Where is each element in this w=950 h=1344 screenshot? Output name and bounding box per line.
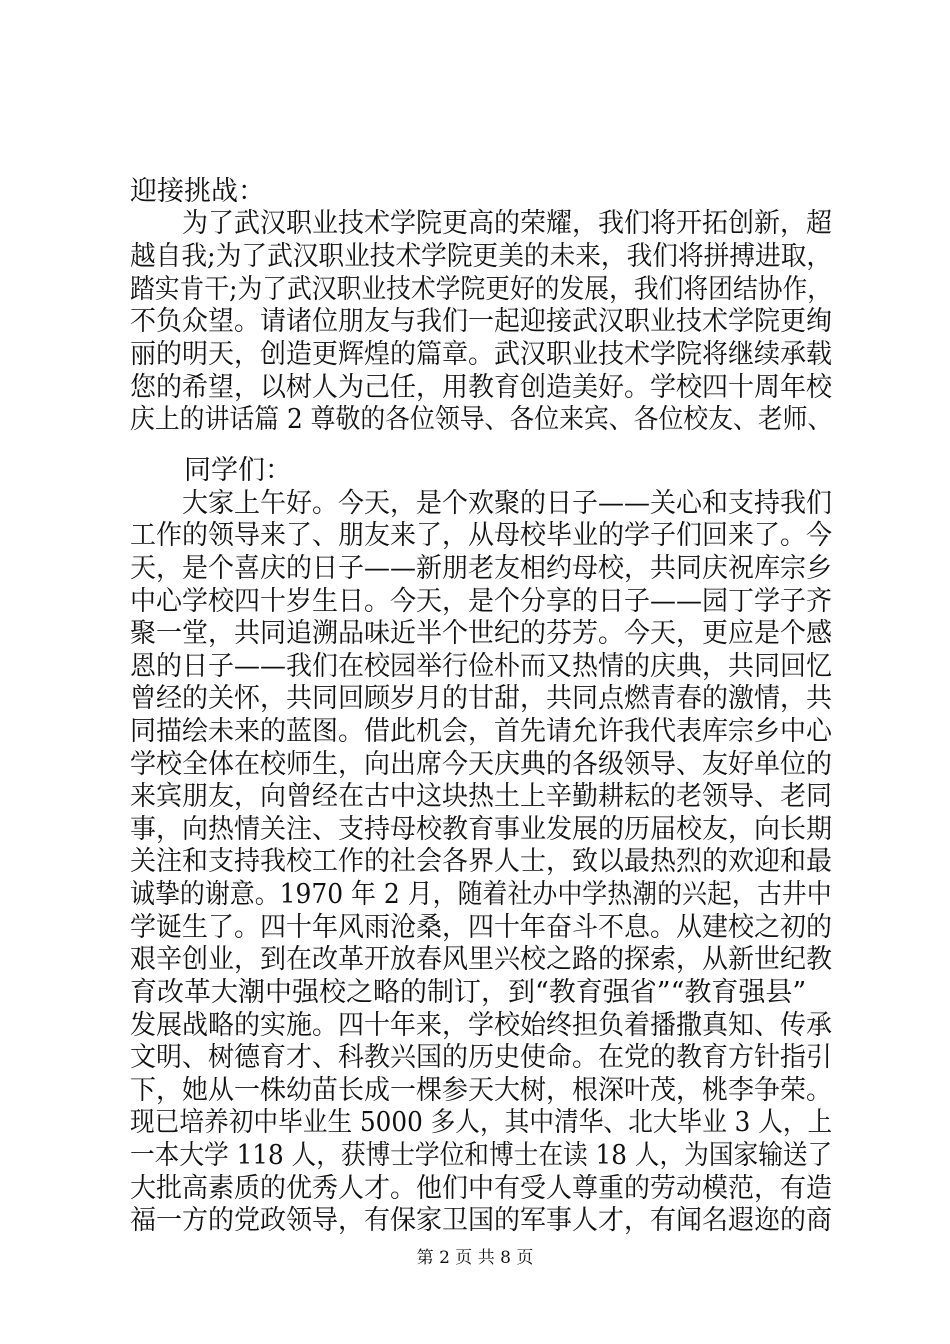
text-line: 同学们： — [130, 455, 292, 486]
text-line: 下，她从一株幼苗长成一棵参天大树，根深叶茂，桃李争荣。 — [130, 1075, 833, 1106]
text-line: 事，向热情关注、支持母校教育事业发展的历届校友，向长期 — [130, 814, 833, 845]
text-line: 学诞生了。四十年风雨沧桑，四十年奋斗不息。从建校之初的 — [130, 912, 833, 943]
text-line: 中心学校四十岁生日。今天，是个分享的日子——园丁学子齐 — [130, 586, 833, 617]
text-line: 工作的领导来了、朋友来了，从母校毕业的学子们回来了。今 — [130, 520, 833, 551]
text-line: 踏实肯干;为了武汉职业技术学院更好的发展，我们将团结协作， — [130, 274, 833, 305]
text-line: 福一方的党政领导，有保家卫国的军事人才，有闻名遐迩的商 — [130, 1205, 833, 1236]
text-line: 曾经的关怀，共同回顾岁月的甘甜，共同点燃青春的激情，共 — [130, 683, 833, 714]
text-line: 丽的明天，创造更辉煌的篇章。武汉职业技术学院将继续承载 — [130, 339, 833, 370]
text-line: 天，是个喜庆的日子——新朋老友相约母校，共同庆祝库宗乡 — [130, 553, 833, 584]
text-line: 一本大学 118 人，获博士学位和博士在读 18 人，为国家输送了 — [130, 1140, 833, 1171]
text-line: 大批高素质的优秀人才。他们中有受人尊重的劳动模范，有造 — [130, 1173, 833, 1204]
text-line: 您的希望，以树人为己任，用教育创造美好。学校四十周年校 — [130, 372, 833, 403]
text-line: 不负众望。请诸位朋友与我们一起迎接武汉职业技术学院更绚 — [130, 306, 833, 337]
text-line: 聚一堂，共同追溯品味近半个世纪的芬芳。今天，更应是个感 — [130, 618, 833, 649]
text-line: 恩的日子——我们在校园举行俭朴而又热情的庆典，共同回忆 — [130, 651, 833, 682]
text-line: 育改革大潮中强校之略的制订，到“教育强省”“教育强县” — [130, 977, 807, 1008]
text-line: 艰辛创业，到在改革开放春风里兴校之路的探索，从新世纪教 — [130, 944, 833, 975]
text-line: 现已培养初中毕业生 5000 多人，其中清华、北大毕业 3 人，上 — [130, 1107, 833, 1138]
page-footer: 第 2 页 共 8 页 — [416, 1248, 534, 1268]
text-line: 迎接挑战： — [130, 176, 265, 207]
text-line: 越自我;为了武汉职业技术学院更美的未来，我们将拼搏进取， — [130, 241, 833, 272]
text-line: 庆上的讲话篇 2 尊敬的各位领导、各位来宾、各位校友、老师、 — [130, 404, 833, 435]
text-line: 来宾朋友，向曾经在古中这块热土上辛勤耕耘的老领导、老同 — [130, 781, 833, 812]
text-line: 同描绘未来的蓝图。借此机会，首先请允许我代表库宗乡中心 — [130, 716, 833, 747]
text-line: 为了武汉职业技术学院更高的荣耀，我们将开拓创新，超 — [130, 208, 833, 239]
text-line: 学校全体在校师生，向出席今天庆典的各级领导、友好单位的 — [130, 749, 833, 780]
text-line: 关注和支持我校工作的社会各界人士，致以最热烈的欢迎和最 — [130, 846, 833, 877]
text-line: 诚挚的谢意。1970 年 2 月，随着社办中学热潮的兴起，古井中 — [130, 879, 832, 910]
text-line: 发展战略的实施。四十年来，学校始终担负着播撒真知、传承 — [130, 1010, 833, 1041]
text-line: 大家上午好。今天，是个欢聚的日子——关心和支持我们 — [130, 488, 833, 519]
text-line: 文明、树德育才、科教兴国的历史使命。在党的教育方针指引 — [130, 1042, 833, 1073]
